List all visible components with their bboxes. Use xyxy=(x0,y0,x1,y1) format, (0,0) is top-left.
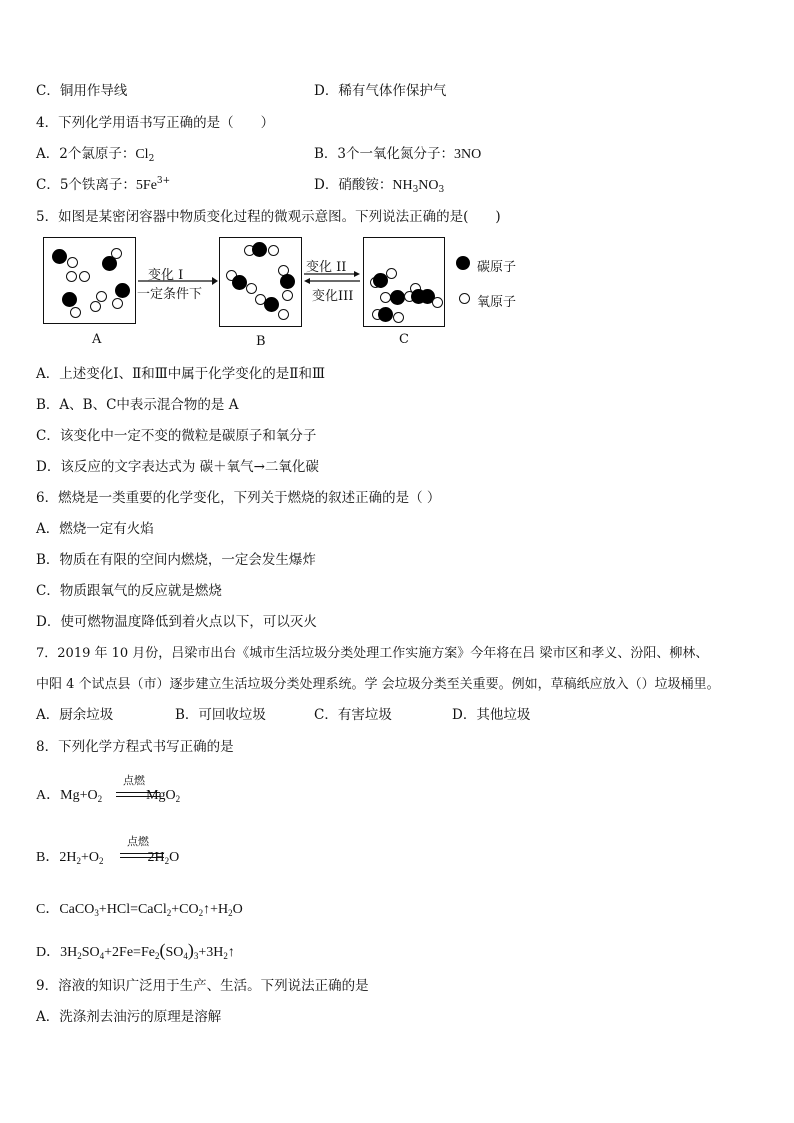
carbon-atom xyxy=(390,290,405,305)
q8-option-d: D．$3H_2SO_4+2Fe=Fe_2(SO_4)_3+3H_2↑$ xyxy=(36,940,235,961)
change-1-label: 变化 I xyxy=(148,268,184,283)
oxygen-atom xyxy=(278,309,289,320)
change-3-label: 变化III xyxy=(312,289,354,304)
q7-stem-line-2: 中阳 4 个试点县（市）逐步建立生活垃圾分类处理系统。学 会垃圾分类至关重要。例如，草稿纸应放入（）垃圾桶里。 xyxy=(36,677,720,692)
legend-carbon-icon xyxy=(456,256,470,270)
carbon-atom xyxy=(252,242,267,257)
q8-option-c: C．$CaCO_3+HCl=CaCl_2+CO_2↑+H_2O$ xyxy=(36,902,243,918)
q3-option-c: C．铜用作导线 xyxy=(36,83,128,99)
q8-b-condition: 点燃 xyxy=(127,835,149,848)
q9-option-a: A．洗涤剂去油污的原理是溶解 xyxy=(36,1009,222,1025)
q4-d-sub-1: 3 xyxy=(412,185,419,195)
q7-option-a: A．厨余垃圾 xyxy=(36,707,114,723)
carbon-atom xyxy=(115,283,130,298)
box-c xyxy=(363,237,445,327)
change-2-label: 变化 II xyxy=(306,260,347,275)
carbon-atom xyxy=(62,292,77,307)
q4-c-text: C．5个铁离子： xyxy=(36,177,136,193)
q4-stem: 4．下列化学用语书写正确的是（ ） xyxy=(36,115,275,131)
q6-option-b: B．物质在有限的空间内燃烧，一定会发生爆炸 xyxy=(36,552,316,568)
carbon-atom xyxy=(52,249,67,264)
legend-carbon-label: 碳原子 xyxy=(477,260,517,275)
label-a: A xyxy=(92,332,102,347)
q4-d-formula-2: NO xyxy=(418,178,439,193)
q8-b-label: B． xyxy=(36,850,60,865)
q5-option-b: B．A、B、C中表示混合物的是 A xyxy=(36,397,239,413)
q5-option-c: C．该变化中一定不变的微粒是碳原子和氧分子 xyxy=(36,428,317,444)
q4-a-sub: 2 xyxy=(148,154,155,164)
q4-c-formula: 5Fe xyxy=(135,178,157,193)
carbon-atom xyxy=(378,307,393,322)
q4-option-b xyxy=(314,145,481,164)
q5-option-a: A．上述变化Ⅰ、Ⅱ和Ⅲ中属于化学变化的是Ⅱ和Ⅲ xyxy=(36,366,325,382)
q4-d-sub-2: 3 xyxy=(438,185,445,195)
oxygen-atom xyxy=(66,271,77,282)
q4-a-formula: Cl xyxy=(135,147,149,162)
q4-a-text: A．2个氯原子： xyxy=(36,146,136,162)
q4-b-formula: 3NO xyxy=(454,147,482,162)
oxygen-atom xyxy=(96,291,107,302)
reversible-arrow xyxy=(304,271,360,285)
oxygen-atom xyxy=(393,312,404,323)
q8-stem: 8．下列化学方程式书写正确的是 xyxy=(36,739,234,755)
carbon-atom xyxy=(264,297,279,312)
q4-c-sup: 3+ xyxy=(156,176,171,186)
q5-stem: 5．如图是某密闭容器中物质变化过程的微观示意图。下列说法正确的是( ) xyxy=(36,209,501,225)
oxygen-atom xyxy=(386,268,397,279)
q5-option-d: D．该反应的文字表达式为 碳＋氧气→二氧化碳 xyxy=(36,459,319,475)
label-b: B xyxy=(256,334,266,349)
q8-d-label: D． xyxy=(36,945,61,960)
q6-option-c: C．物质跟氧气的反应就是燃烧 xyxy=(36,583,222,599)
q8-b-equals xyxy=(120,853,164,858)
q7-option-c: C．有害垃圾 xyxy=(314,707,392,723)
q6-option-d: D．使可燃物温度降低到着火点以下，可以灭火 xyxy=(36,614,317,630)
oxygen-atom xyxy=(111,248,122,259)
q4-option-d xyxy=(314,176,444,195)
q6-stem: 6．燃烧是一类重要的化学变化，下列关于燃烧的叙述正确的是（ ） xyxy=(36,490,441,506)
carbon-atom xyxy=(232,275,247,290)
q6-option-a: A．燃烧一定有火焰 xyxy=(36,521,154,537)
q4-b-text: B．3个一氧化氮分子： xyxy=(314,146,455,162)
oxygen-atom xyxy=(70,307,81,318)
oxygen-atom xyxy=(282,290,293,301)
q8-a-condition: 点燃 xyxy=(123,774,145,787)
oxygen-atom xyxy=(90,301,101,312)
q7-option-b: B．可回收垃圾 xyxy=(175,707,266,723)
box-a xyxy=(43,237,136,324)
q4-option-a xyxy=(36,145,154,164)
oxygen-atom xyxy=(268,245,279,256)
carbon-atom xyxy=(280,274,295,289)
q9-stem: 9．溶液的知识广泛用于生产、生活。下列说法正确的是 xyxy=(36,978,369,994)
q4-d-text: D．硝酸铵： xyxy=(314,177,393,193)
q7-stem-line-1: 7．2019 年 10 月份，吕梁市出台《城市生活垃圾分类处理工作实施方案》今年将在吕 梁市区和孝义、汾阳、柳林、 xyxy=(36,646,709,661)
box-b xyxy=(219,237,302,327)
q8-c-label: C． xyxy=(36,902,60,917)
legend-oxygen-icon xyxy=(459,293,470,304)
q4-d-formula-1: NH xyxy=(392,178,413,193)
q8-option-a: A．$Mg+O_2$ MgO$_2$ xyxy=(36,788,181,804)
q8-a-equals xyxy=(116,792,160,797)
oxygen-atom xyxy=(246,283,257,294)
q8-option-b: B．$2H_2+O_2$ $2H_2O$ xyxy=(36,850,180,866)
q7-option-d: D．其他垃圾 xyxy=(452,707,531,723)
oxygen-atom xyxy=(67,257,78,268)
oxygen-atom xyxy=(79,271,90,282)
q3-option-d: D．稀有气体作保护气 xyxy=(314,83,447,99)
q8-a-label: A． xyxy=(36,788,61,803)
legend-oxygen-label: 氧原子 xyxy=(477,295,517,310)
q4-option-c xyxy=(36,176,170,195)
label-c: C xyxy=(399,332,409,347)
oxygen-atom xyxy=(432,297,443,308)
change-1-condition: 一定条件下 xyxy=(137,287,203,302)
oxygen-atom xyxy=(112,298,123,309)
